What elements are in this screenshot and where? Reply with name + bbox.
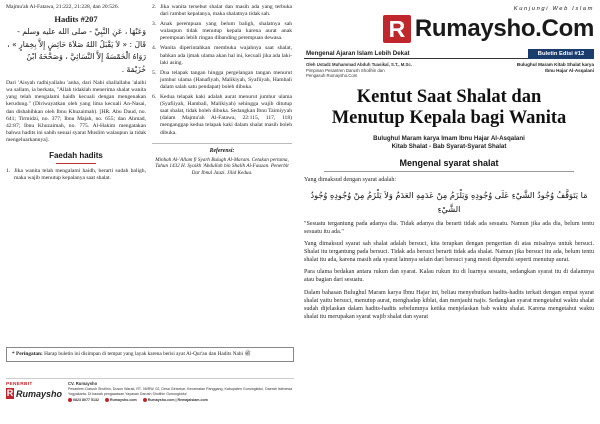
web-link-1[interactable]: Rumaysho.com xyxy=(105,398,137,403)
faedah-list xyxy=(6,168,146,182)
faedah-title: Faedah hadits xyxy=(49,151,103,161)
company-name: CV. Rumaysho xyxy=(68,381,98,386)
globe-icon xyxy=(143,398,147,402)
article-body xyxy=(304,176,594,321)
publisher-logo-mark xyxy=(6,388,62,399)
section-title: Mengenal syarat shalat xyxy=(399,157,499,168)
faedah-item: 4. Wanita diperintahkan membuka wajahnya saat shalat, bahkan ada ijmak ulama akan hal ini, kecuali jika ada laki-laki asing. xyxy=(152,45,292,66)
faedah-list-continued xyxy=(152,4,292,137)
faedah-item: 6. Kedua telapak kaki adalah aurat menurut jumhur ulama (Syafiiyah, Hambali, Malikiyah) sehingga wajib ditutup saat shalat, tidak boleh dibuka. Sedangkan Ibnu Taimiyyah (dalam Majmu'ah Al-Fatawa, 22:115, 117, 118) menganggap kedua telapak kaki dalam shalat masih boleh dibuka. xyxy=(152,94,292,136)
edition-badge: Buletin Edisi #12 xyxy=(528,49,594,59)
section-divider xyxy=(324,171,574,172)
paragraph: Para ulama bedakan antara rukun dan syarat. Kalau rukun itu di luarnya sesuatu, sedangkan syarat itu di dalamnya atau bagian dari sesuatu. xyxy=(304,269,594,284)
definition-translation: "Sesuatu tergantung pada adanya dia. Tidak adanya dia berarti tidak ada sesuatu. Namun jika ada dia, belum tentu sesuatu itu ada." xyxy=(304,220,594,235)
banner-tagline: Mengenal Ajaran Islam Lebih Dekat xyxy=(304,49,528,59)
paragraph: Dalam bahasan Bulughul Maram karya Ibnu Hajar ini, beliau menyebutkan hadits-hadits terkait dengan empat syarat shalat yaitu bersuci, menutup aurat, menghadap kiblat, dan menjauhi najis. Sedangkan syarat mengetahui waktu shalat sudah dijelaskan dalam hadits-hadits sebelumnya ketika menjelaskan bab waktu shalat. Karena mengetahui waktu shalat itu merupakan syarat wajib shalat dan syarat xyxy=(304,289,594,320)
definition-arabic: مَا يَتَوَقَّفُ وُجُودُ الشَّيْءِ عَلَى وُجُودِهِ وَيَلْزَمُ مِنْ عَدَمِهِ العَدَمُ وَلاَ يَلْزَمُ مِنْ وُجُودِهِ وُجُودُ الشَّيْءِ xyxy=(310,189,588,214)
paragraph: Yang dimaksud syarat sah shalat adalah bersuci, kita terapkan dengan pengertian di atas misalnya untuk bersuci. Shalat itu tergantung pada bersuci. Tidak ada bersuci berarti tidak ada shalat. Namun jika bersuci itu ada, belum tentu shalat itu ada, karena masih ada syarat lainnya selain dari bersuci yang mesti dipenuhi seperti menutup aurat. xyxy=(304,241,594,264)
footer-info xyxy=(68,382,294,403)
right-column xyxy=(304,0,594,325)
faedah-divider xyxy=(56,163,96,164)
brand-header[interactable] xyxy=(304,15,594,43)
brand-name: Rumaysho.Com xyxy=(414,15,594,42)
footer xyxy=(6,378,294,418)
author-meta xyxy=(304,62,594,79)
r-logo-icon: R xyxy=(6,388,14,398)
publisher-label: PENERBIT xyxy=(6,382,33,387)
warning-text: Harap buletin ini disimpan di tempat yang layak karena berisi ayat Al-Qur'an dan Hadits Nabi ﷺ xyxy=(44,351,251,357)
referensi-box xyxy=(152,143,292,177)
company-address: Pesantren Darush Sholihin, Dusun Warak, RT. 08/RW. 02, Desa Girisekar, Kecamatan Panggang, Kabupaten Gunungkidul, Daerah Istimewa Yogyakarta. Di bawah pengawasan Yayasan Darush Sholihin Gunungkidul xyxy=(68,386,293,396)
publisher-logo xyxy=(6,382,62,399)
faedah-item: 1. Jika wanita telah mengalami haidh, berarti sudah baligh, maka wajib menutup kepalanya saat shalat. xyxy=(6,168,146,182)
publisher-name: Rumaysho xyxy=(15,388,62,399)
footer-contacts xyxy=(68,398,294,403)
referensi-text: Minhah Al-'Allam fi Syarh Bulugh Al-Maram. Cetakan pertama, Tahun 1432 H. Syaikh 'Abdullah bin Shalih Al-Fauzan. Penerbit Dar Ibnul Jauzi. Jilid Kedua. xyxy=(155,156,289,176)
warning-label: * Peringatan: xyxy=(12,351,43,357)
article-title: Kentut Saat Shalat dan Menutup Kepala bagi Wanita xyxy=(331,86,567,128)
hadits-translation: Dari 'Aisyah radhiyallahu 'anha, dari Nabi shallallahu 'alaihi wa sallam, ia berkata, "Allah tidaklah menerima shalat wanita yang telah mengalami haidh kecuali dengan mengenakan kerudung." (Diriwayatkan oleh yang lima kecuali An-Nasai, dan dishahihkan oleh Ibnu Khuzaimah). [HR. Abu Daud, no. 641; Tirmidzi, no. 377; Ibnu Majah, no. 655; dan Ahmad, 42:87; Ibnu Khuzaimah, no. 775. Al-Hakim mengatakan bahwa hadits ini sahih sesuai syarat Muslim walaupun ia tidak mengeluarkannya]. xyxy=(6,80,146,143)
edition-banner xyxy=(304,49,594,59)
reference-top: Majmu'ah Al-Fatawa, 21:222, 21:228, dan 20:526. xyxy=(6,4,120,10)
hadits-title: Hadits #207 xyxy=(54,14,98,25)
series-info: Bulughul Maram Kitab Shalat karya Ibnu Hajar Al-Asqalani xyxy=(516,62,594,73)
intro-text: Yang dimaksud dengan syarat adalah: xyxy=(304,176,397,183)
author-info: Oleh Ustadz Muhammad Abduh Tuasikal, S.T., M.Sc. Pimpinan Pesantren Darush Sholihin dan Pengasuh Rumaysho.Com xyxy=(306,62,413,79)
brand-logo-icon: R xyxy=(383,15,411,43)
middle-column xyxy=(152,4,292,176)
article-subtitle: Bulughul Maram karya Imam Ibnu Hajar Al-Asqalani Kitab Shalat - Bab Syarat-Syarat Shalat xyxy=(373,134,525,150)
faedah-item: 3. Anak perempuan yang belum baligh, shalatnya sah walaupun tidak menutup kepala karena aurat anak perempuan lebih ringan dibanding perempuan dewasa. xyxy=(152,21,292,42)
faedah-item: 5. Dua telapak tangan hingga pergelangan tangan menurut jumhur ulama (Hanafiyah, Malikiyah, Syafiiyah, Hambali dalam salah satu pendapat) boleh dibuka. xyxy=(152,69,292,90)
referensi-title: Referensi: xyxy=(209,147,235,154)
faedah-item: 2. Jika wanita tersebut shalat dan masih ada yang terbuka dari rambut kepalanya, maka shalatnya tidak sah. xyxy=(152,4,292,18)
hadits-arabic-text: وَعَنْهَا ، عَنِ النَّبِيِّ - صلى الله عليه وسلم - قَالَ : « لاَ يَقْبَلُ اللهُ صَلاَةَ حَائِضٍ إِلاَّ بِخِمَارٍ » ، رَوَاهُ الْخَمْسَةُ إِلاَّ النَّسَائِيَّ ، وَصَحَّحَهُ ابْنُ خُزَيْمَةَ . xyxy=(7,27,146,74)
visit-tagline: Kunjungi Web Islam xyxy=(513,6,594,12)
left-column xyxy=(6,4,146,185)
warning-note xyxy=(6,347,294,362)
phone-icon xyxy=(68,398,72,402)
web-link-2[interactable]: Rumaysho.com | RemajaIslam.com xyxy=(143,398,208,403)
globe-icon xyxy=(105,398,109,402)
phone-contact[interactable]: 0823 8077 5132 xyxy=(68,398,99,403)
